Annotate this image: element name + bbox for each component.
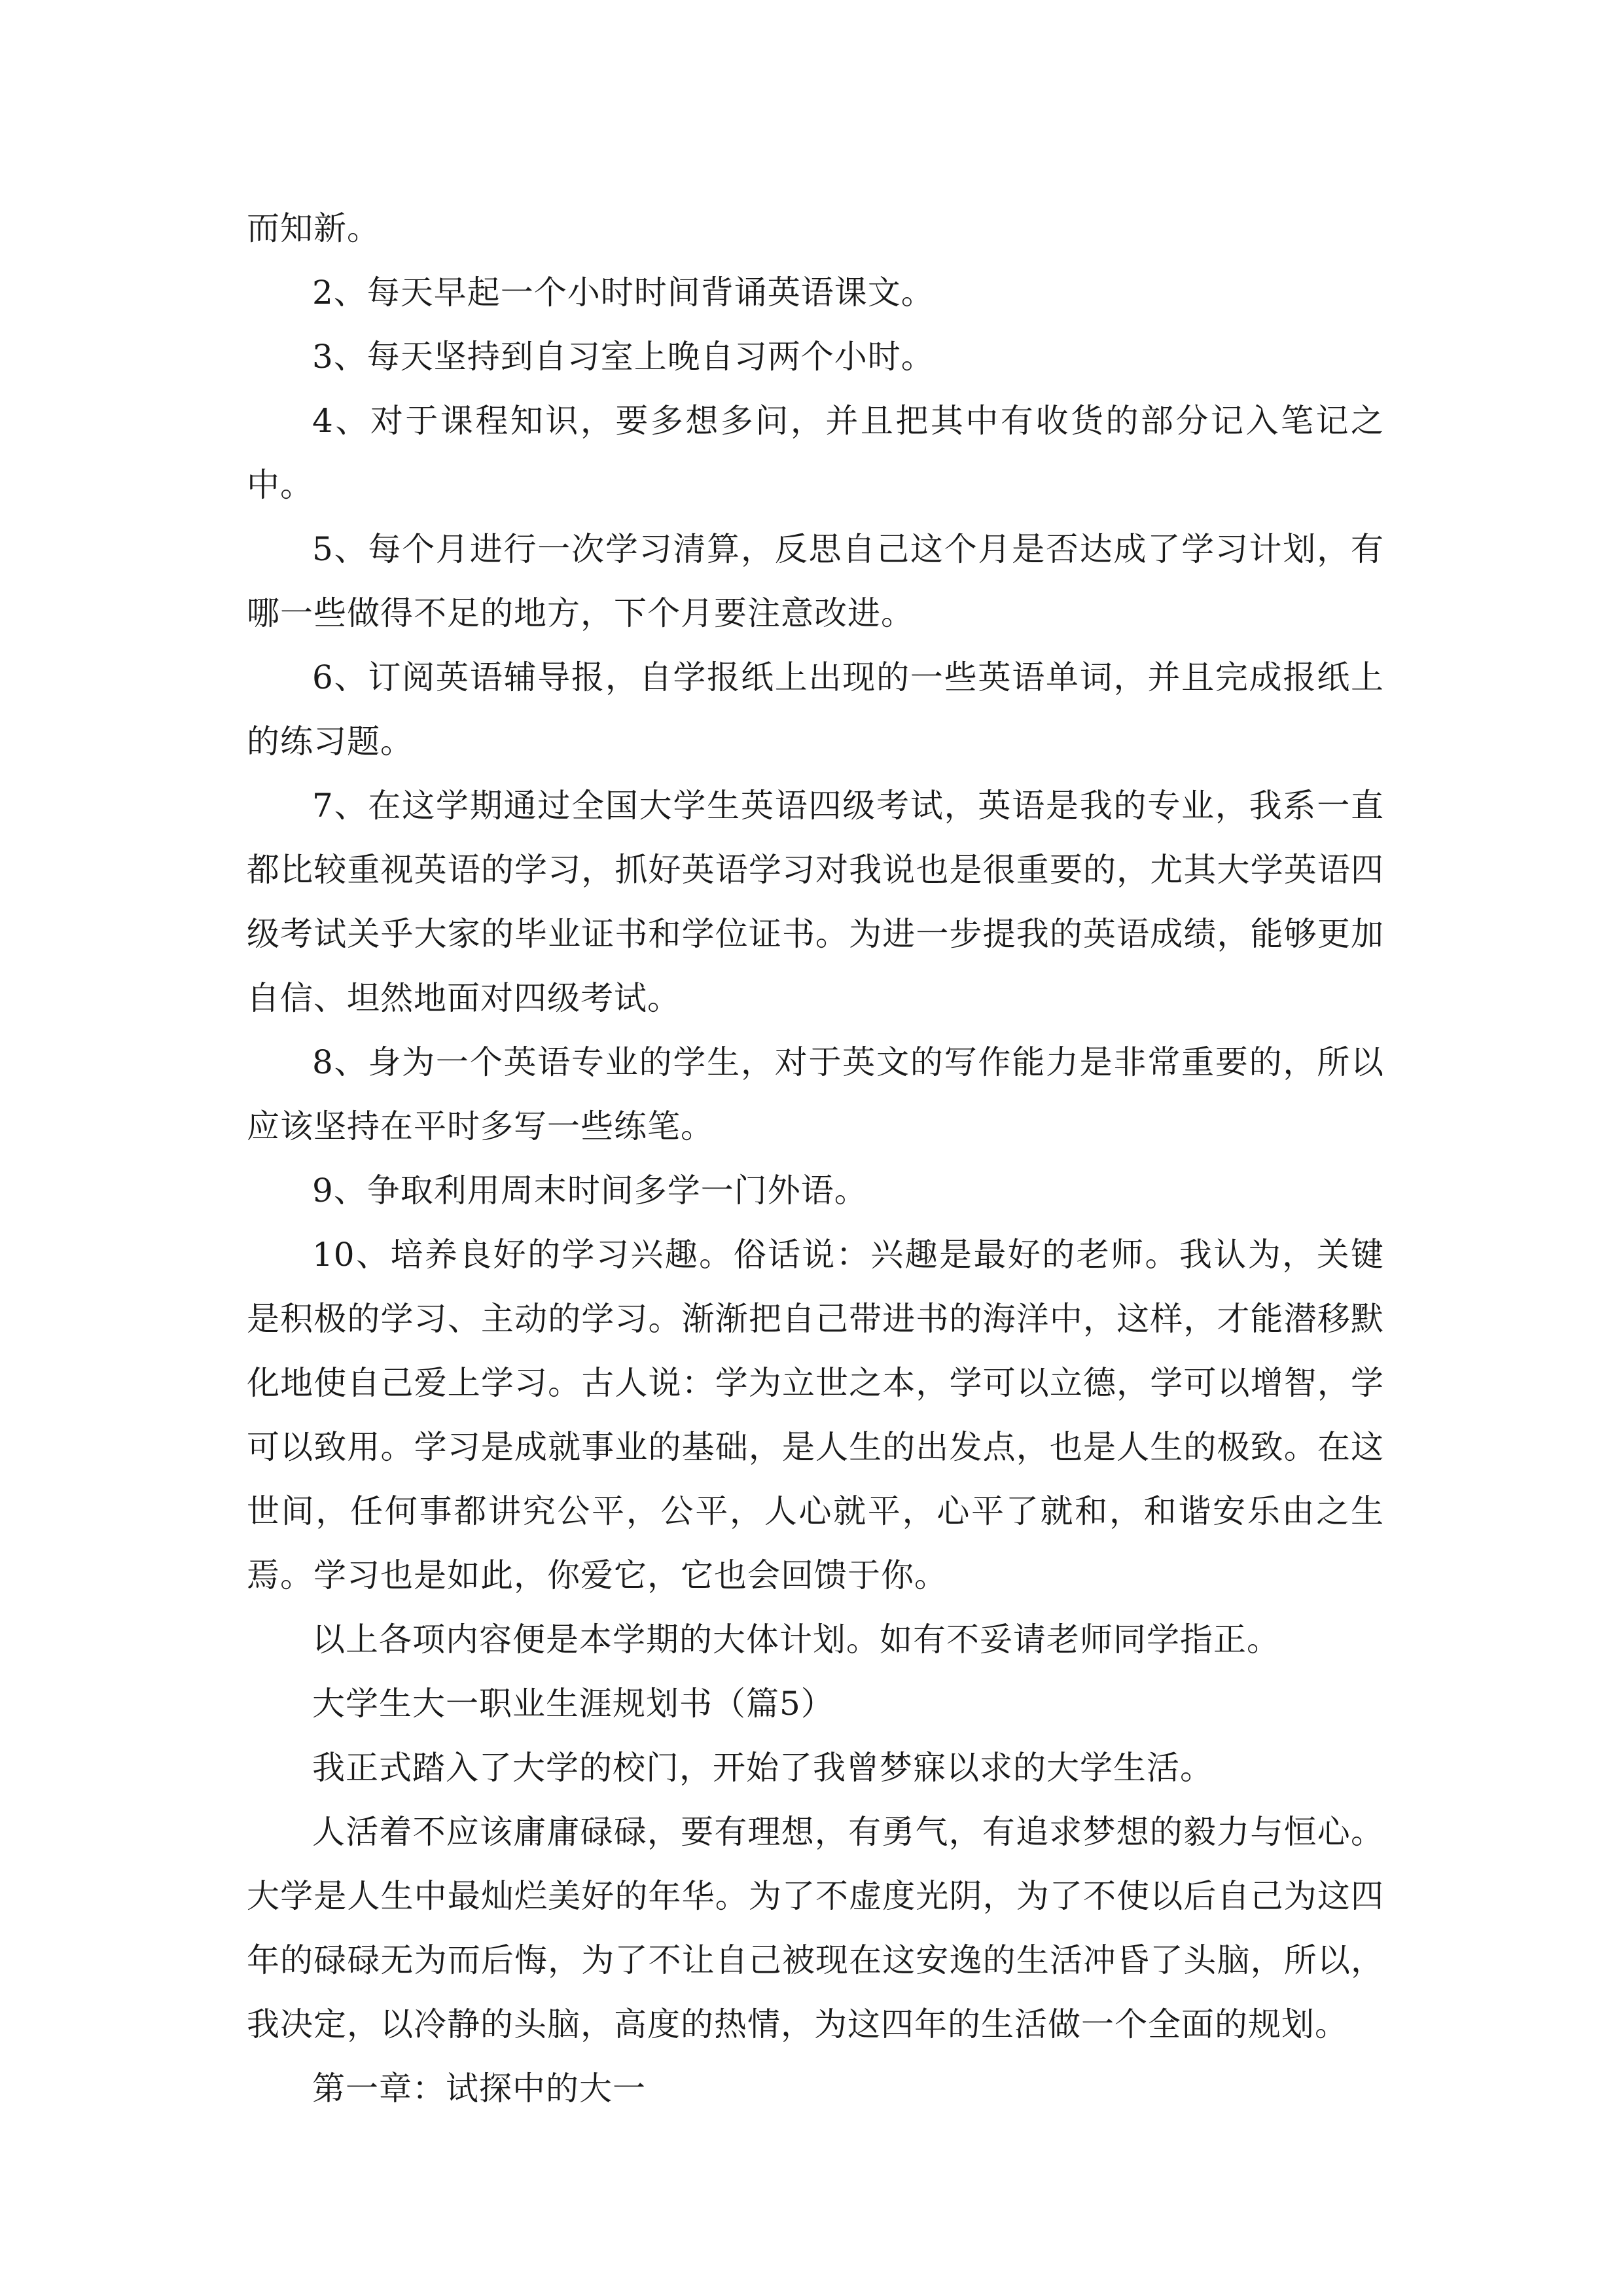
- paragraph-item-6: 6、订阅英语辅导报，自学报纸上出现的一些英语单词，并且完成报纸上的练习题。: [247, 658, 1384, 761]
- document-body: [247, 196, 1384, 2121]
- paragraph-item-9: 9、争取利用周末时间多学一门外语。: [312, 1172, 868, 1210]
- paragraph-item-5: 5、每个月进行一次学习清算，反思自己这个月是否达成了学习计划，有哪一些做得不足的地方，下个月要注意改进。: [247, 530, 1384, 632]
- paragraph-item-7: 7、在这学期通过全国大学生英语四级考试，英语是我的专业，我系一直都比较重视英语的学习，抓好英语学习对我说也是很重要的，尤其大学英语四级考试关乎大家的毕业证书和学位证书。为进一步提我的英语成绩，能够更加自信、坦然地面对四级考试。: [247, 787, 1384, 1017]
- paragraph-item-8: 8、身为一个英语专业的学生，对于英文的写作能力是非常重要的，所以应该坚持在平时多写一些练笔。: [247, 1043, 1384, 1145]
- paragraph-item-2: 2、每天早起一个小时时间背诵英语课文。: [312, 274, 935, 312]
- paragraph-summary: 以上各项内容便是本学期的大体计划。如有不妥请老师同学指正。: [312, 1621, 1280, 1659]
- paragraph-item-10: 10、培养良好的学习兴趣。俗话说：兴趣是最好的老师。我认为，关键是积极的学习、主动的学习。渐渐把自己带进书的海洋中，这样，才能潜移默化地使自己爱上学习。古人说：学为立世之本，学可以立德，学可以增智，学可以致用。学习是成就事业的基础，是人生的出发点，也是人生的极致。在这世间，任何事都讲究公平，公平，人心就平，心平了就和，和谐安乐由之生焉。学习也是如此，你爱它，它也会回馈于你。: [247, 1236, 1384, 1594]
- paragraph-motivation: 人活着不应该庸庸碌碌，要有理想，有勇气，有追求梦想的毅力与恒心。大学是人生中最灿烂美好的年华。为了不虚度光阴，为了不使以后自己为这四年的碌碌无为而后悔，为了不让自己被现在这安逸的生活冲昏了头脑，所以，我决定，以冷静的头脑，高度的热情，为这四年的生活做一个全面的规划。: [247, 1813, 1384, 2043]
- paragraph-intro: 我正式踏入了大学的校门，开始了我曾梦寐以求的大学生活。: [312, 1749, 1213, 1787]
- paragraph-continuation: 而知新。: [247, 209, 380, 247]
- section-heading: 大学生大一职业生涯规划书（篇5）: [312, 1685, 834, 1723]
- chapter-heading: 第一章：试探中的大一: [312, 2070, 646, 2108]
- paragraph-item-3: 3、每天坚持到自习室上晚自习两个小时。: [312, 338, 935, 376]
- paragraph-item-4: 4、对于课程知识，要多想多问，并且把其中有收货的部分记入笔记之中。: [247, 402, 1384, 504]
